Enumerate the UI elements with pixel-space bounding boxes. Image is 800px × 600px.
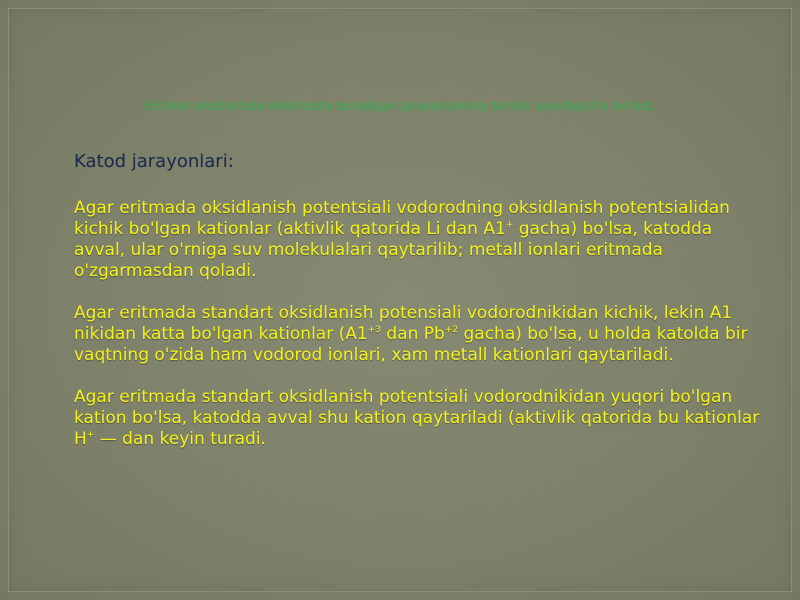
paragraph-1 (74, 198, 764, 282)
paragraph-2-text-mid: dan Pb (380, 324, 445, 344)
paragraph-2-superscript-a: +3 (367, 325, 381, 335)
paragraph-1-text-a: Agar eritmada oksidlanish potentsiali vodorodning oksidlanish potentsialidan kichik bo'lgan kationlar (aktivlik qatorida Li dan A1 (74, 198, 730, 239)
section-heading: Katod jarayonlari: (74, 151, 234, 172)
paragraph-3 (74, 387, 764, 450)
paragraph-2-text-b: gacha) bo'lsa, u holda katolda bir vaqtning o'zida ham vodorod ionlari, xam metall kationlari qaytariladi. (74, 324, 748, 365)
paragraph-3-text-a: Agar eritmada standart oksidlanish potentsiali vodorodnikidan yuqori bo'lgan kation bo'lsa, katodda avval shu kation qaytariladi (aktivlik qatorida bu kationlar H (74, 387, 760, 449)
slide-title: Eritmali elektrolizda elektrodda boradigan jarayonlarning borishi quyidagicha bo'ladi. (144, 99, 656, 113)
slide-content (74, 150, 764, 471)
paragraph-2 (74, 303, 764, 366)
paragraph-1-text-b: gacha) bo'lsa, katodda avval, ular o'rniga suv molekulalari qaytarilib; metall ionlari eritmada o'zgarmasdan qoladi. (74, 219, 713, 281)
paragraph-2-text-a: Agar eritmada standart oksidlanish potensiali vodorodnikidan kichik, lekin A1 nikidan katta bo'lgan kationlar (A1 (74, 303, 733, 344)
paragraph-1-superscript: + (505, 220, 514, 230)
paragraph-3-text-b: — dan keyin turadi. (94, 429, 266, 449)
paragraph-3-superscript: + (86, 430, 95, 440)
paragraph-2-superscript-b: +2 (444, 325, 459, 335)
